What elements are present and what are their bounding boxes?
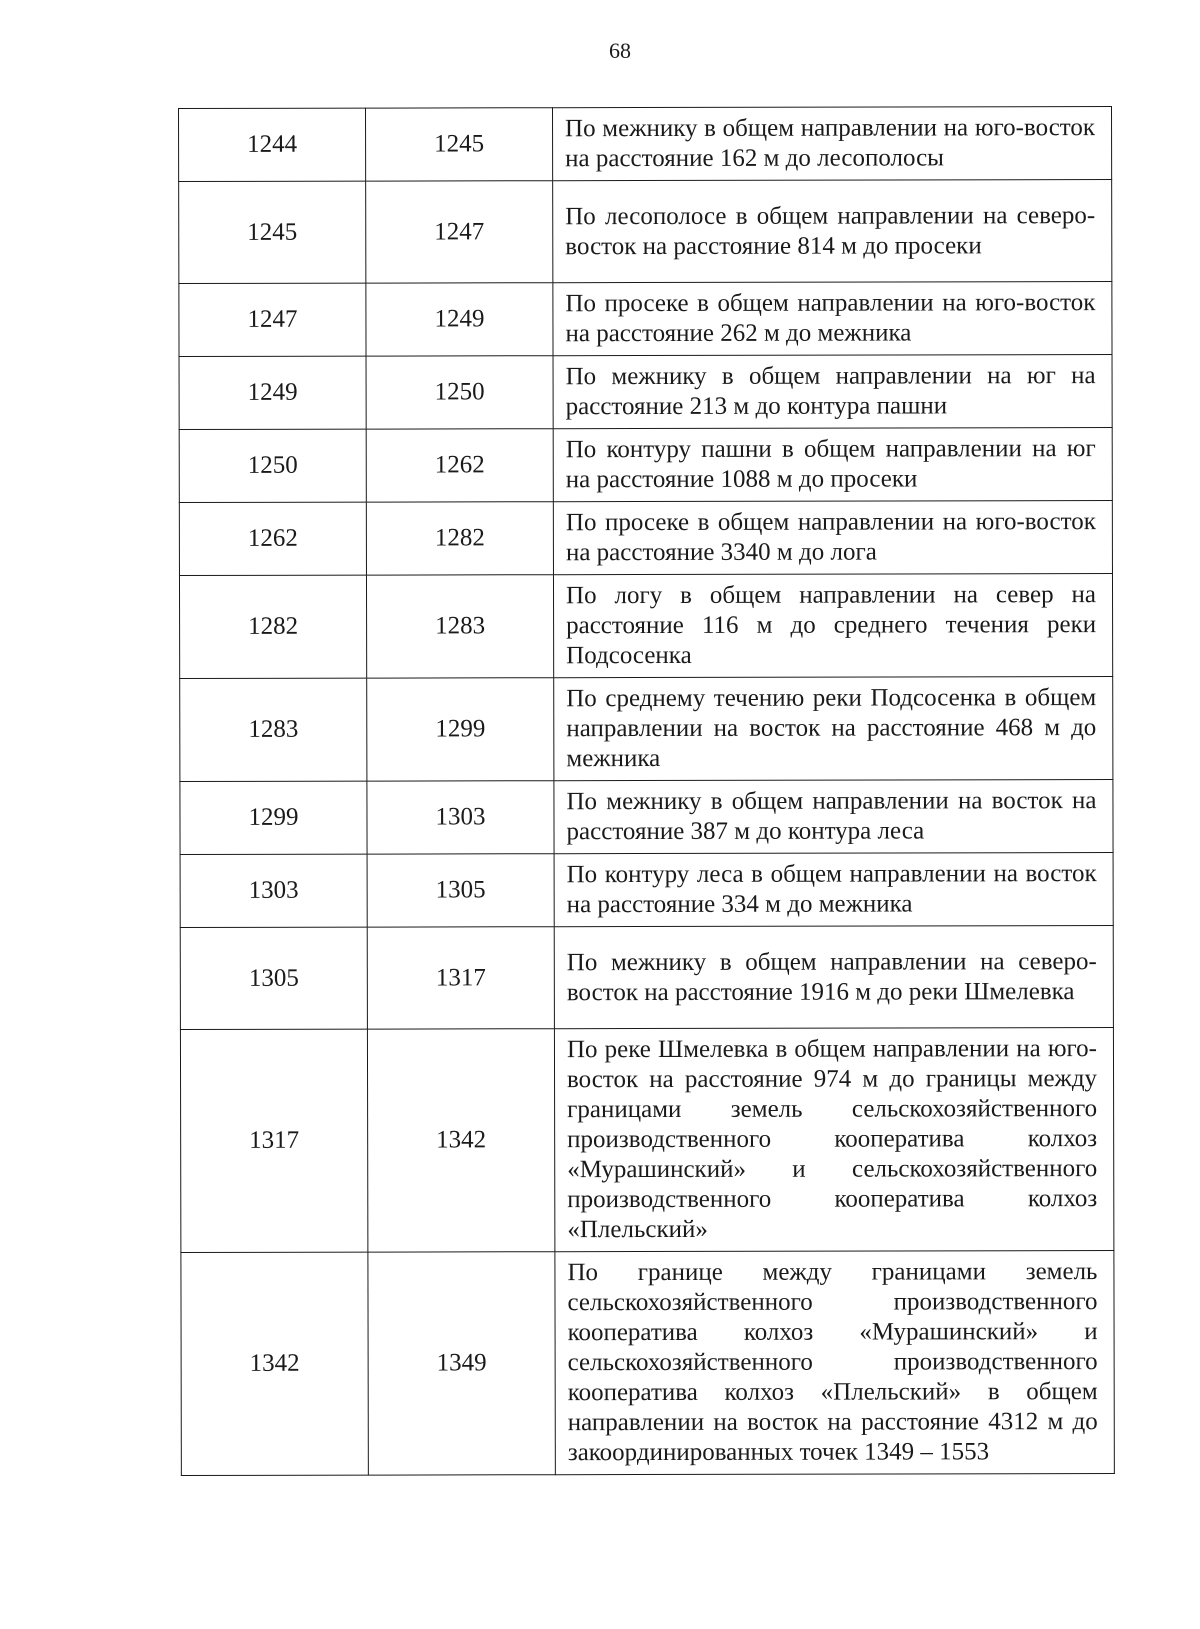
to-point-cell: 1303 <box>367 781 554 854</box>
from-point-cell: 1299 <box>180 781 367 854</box>
to-point-cell: 1282 <box>366 502 553 575</box>
description-cell: По просеке в общем направлении на юго-восток на расстояние 262 м до межника <box>553 282 1112 356</box>
description-cell: По логу в общем направлении на север на расстояние 116 м до среднего течения реки Подсосенка <box>553 574 1112 678</box>
boundary-description-table <box>178 106 1115 1476</box>
description-cell: По реке Шмелевка в общем направлении на юго-восток на расстояние 974 м до границы между границами земель сельскохозяйственного производственного кооператива колхоз «Мурашинский» и сельскохозяйственного производственного кооператива колхоз «Плельский» <box>554 1028 1113 1252</box>
description-cell: По межнику в общем направлении на северо-восток на расстояние 1916 м до реки Шмелевка <box>554 926 1113 1029</box>
from-point-cell: 1305 <box>180 927 367 1029</box>
to-point-cell: 1262 <box>366 429 553 502</box>
table-row <box>179 355 1112 430</box>
from-point-cell: 1249 <box>179 356 366 429</box>
from-point-cell: 1303 <box>180 854 367 927</box>
table-row <box>179 282 1112 357</box>
table-row <box>180 853 1113 928</box>
to-point-cell: 1249 <box>366 283 553 356</box>
table-row <box>179 574 1112 679</box>
to-point-cell: 1305 <box>367 854 554 927</box>
description-cell: По лесополосе в общем направлении на северо-восток на расстояние 814 м до просеки <box>553 180 1112 283</box>
table-row <box>179 501 1112 576</box>
table-body <box>179 107 1115 1476</box>
to-point-cell: 1349 <box>368 1252 555 1475</box>
from-point-cell: 1342 <box>181 1252 368 1475</box>
to-point-cell: 1250 <box>366 356 553 429</box>
from-point-cell: 1244 <box>179 108 366 181</box>
table-row <box>179 180 1112 284</box>
table-row <box>180 1028 1113 1253</box>
to-point-cell: 1342 <box>367 1029 554 1252</box>
to-point-cell: 1247 <box>366 181 553 283</box>
to-point-cell: 1299 <box>367 678 554 781</box>
description-cell: По межнику в общем направлении на восток на расстояние 387 м до контура леса <box>554 780 1113 854</box>
from-point-cell: 1247 <box>179 283 366 356</box>
from-point-cell: 1250 <box>179 429 366 502</box>
table-row <box>180 677 1113 782</box>
table-row <box>179 428 1112 503</box>
description-cell: По среднему течению реки Подсосенка в общем направлении на восток на расстояние 468 м до межника <box>554 677 1113 781</box>
description-cell: По межнику в общем направлении на юг на расстояние 213 м до контура пашни <box>553 355 1112 429</box>
table-row <box>179 107 1112 182</box>
from-point-cell: 1262 <box>179 502 366 575</box>
from-point-cell: 1283 <box>180 678 367 781</box>
page-number: 68 <box>609 38 631 63</box>
description-cell: По просеке в общем направлении на юго-восток на расстояние 3340 м до лога <box>553 501 1112 575</box>
description-cell: По границе между границами земель сельскохозяйственного производственного кооператива колхоз «Мурашинский» и сельскохозяйственного производственного кооператива колхоз «Плельский» в общем направлении на восток на расстояние 4312 м до закоординированных точек 1349 – 1553 <box>555 1251 1114 1475</box>
description-cell: По межнику в общем направлении на юго-восток на расстояние 162 м до лесополосы <box>553 107 1112 181</box>
to-point-cell: 1317 <box>367 927 554 1029</box>
description-cell: По контуру пашни в общем направлении на юг на расстояние 1088 м до просеки <box>553 428 1112 502</box>
table-row <box>180 780 1113 855</box>
from-point-cell: 1245 <box>179 181 366 283</box>
to-point-cell: 1245 <box>366 108 553 181</box>
table-row <box>180 926 1113 1030</box>
to-point-cell: 1283 <box>366 575 553 678</box>
table-row <box>181 1251 1114 1476</box>
description-cell: По контуру леса в общем направлении на восток на расстояние 334 м до межника <box>554 853 1113 927</box>
from-point-cell: 1282 <box>179 575 366 678</box>
from-point-cell: 1317 <box>180 1029 367 1252</box>
